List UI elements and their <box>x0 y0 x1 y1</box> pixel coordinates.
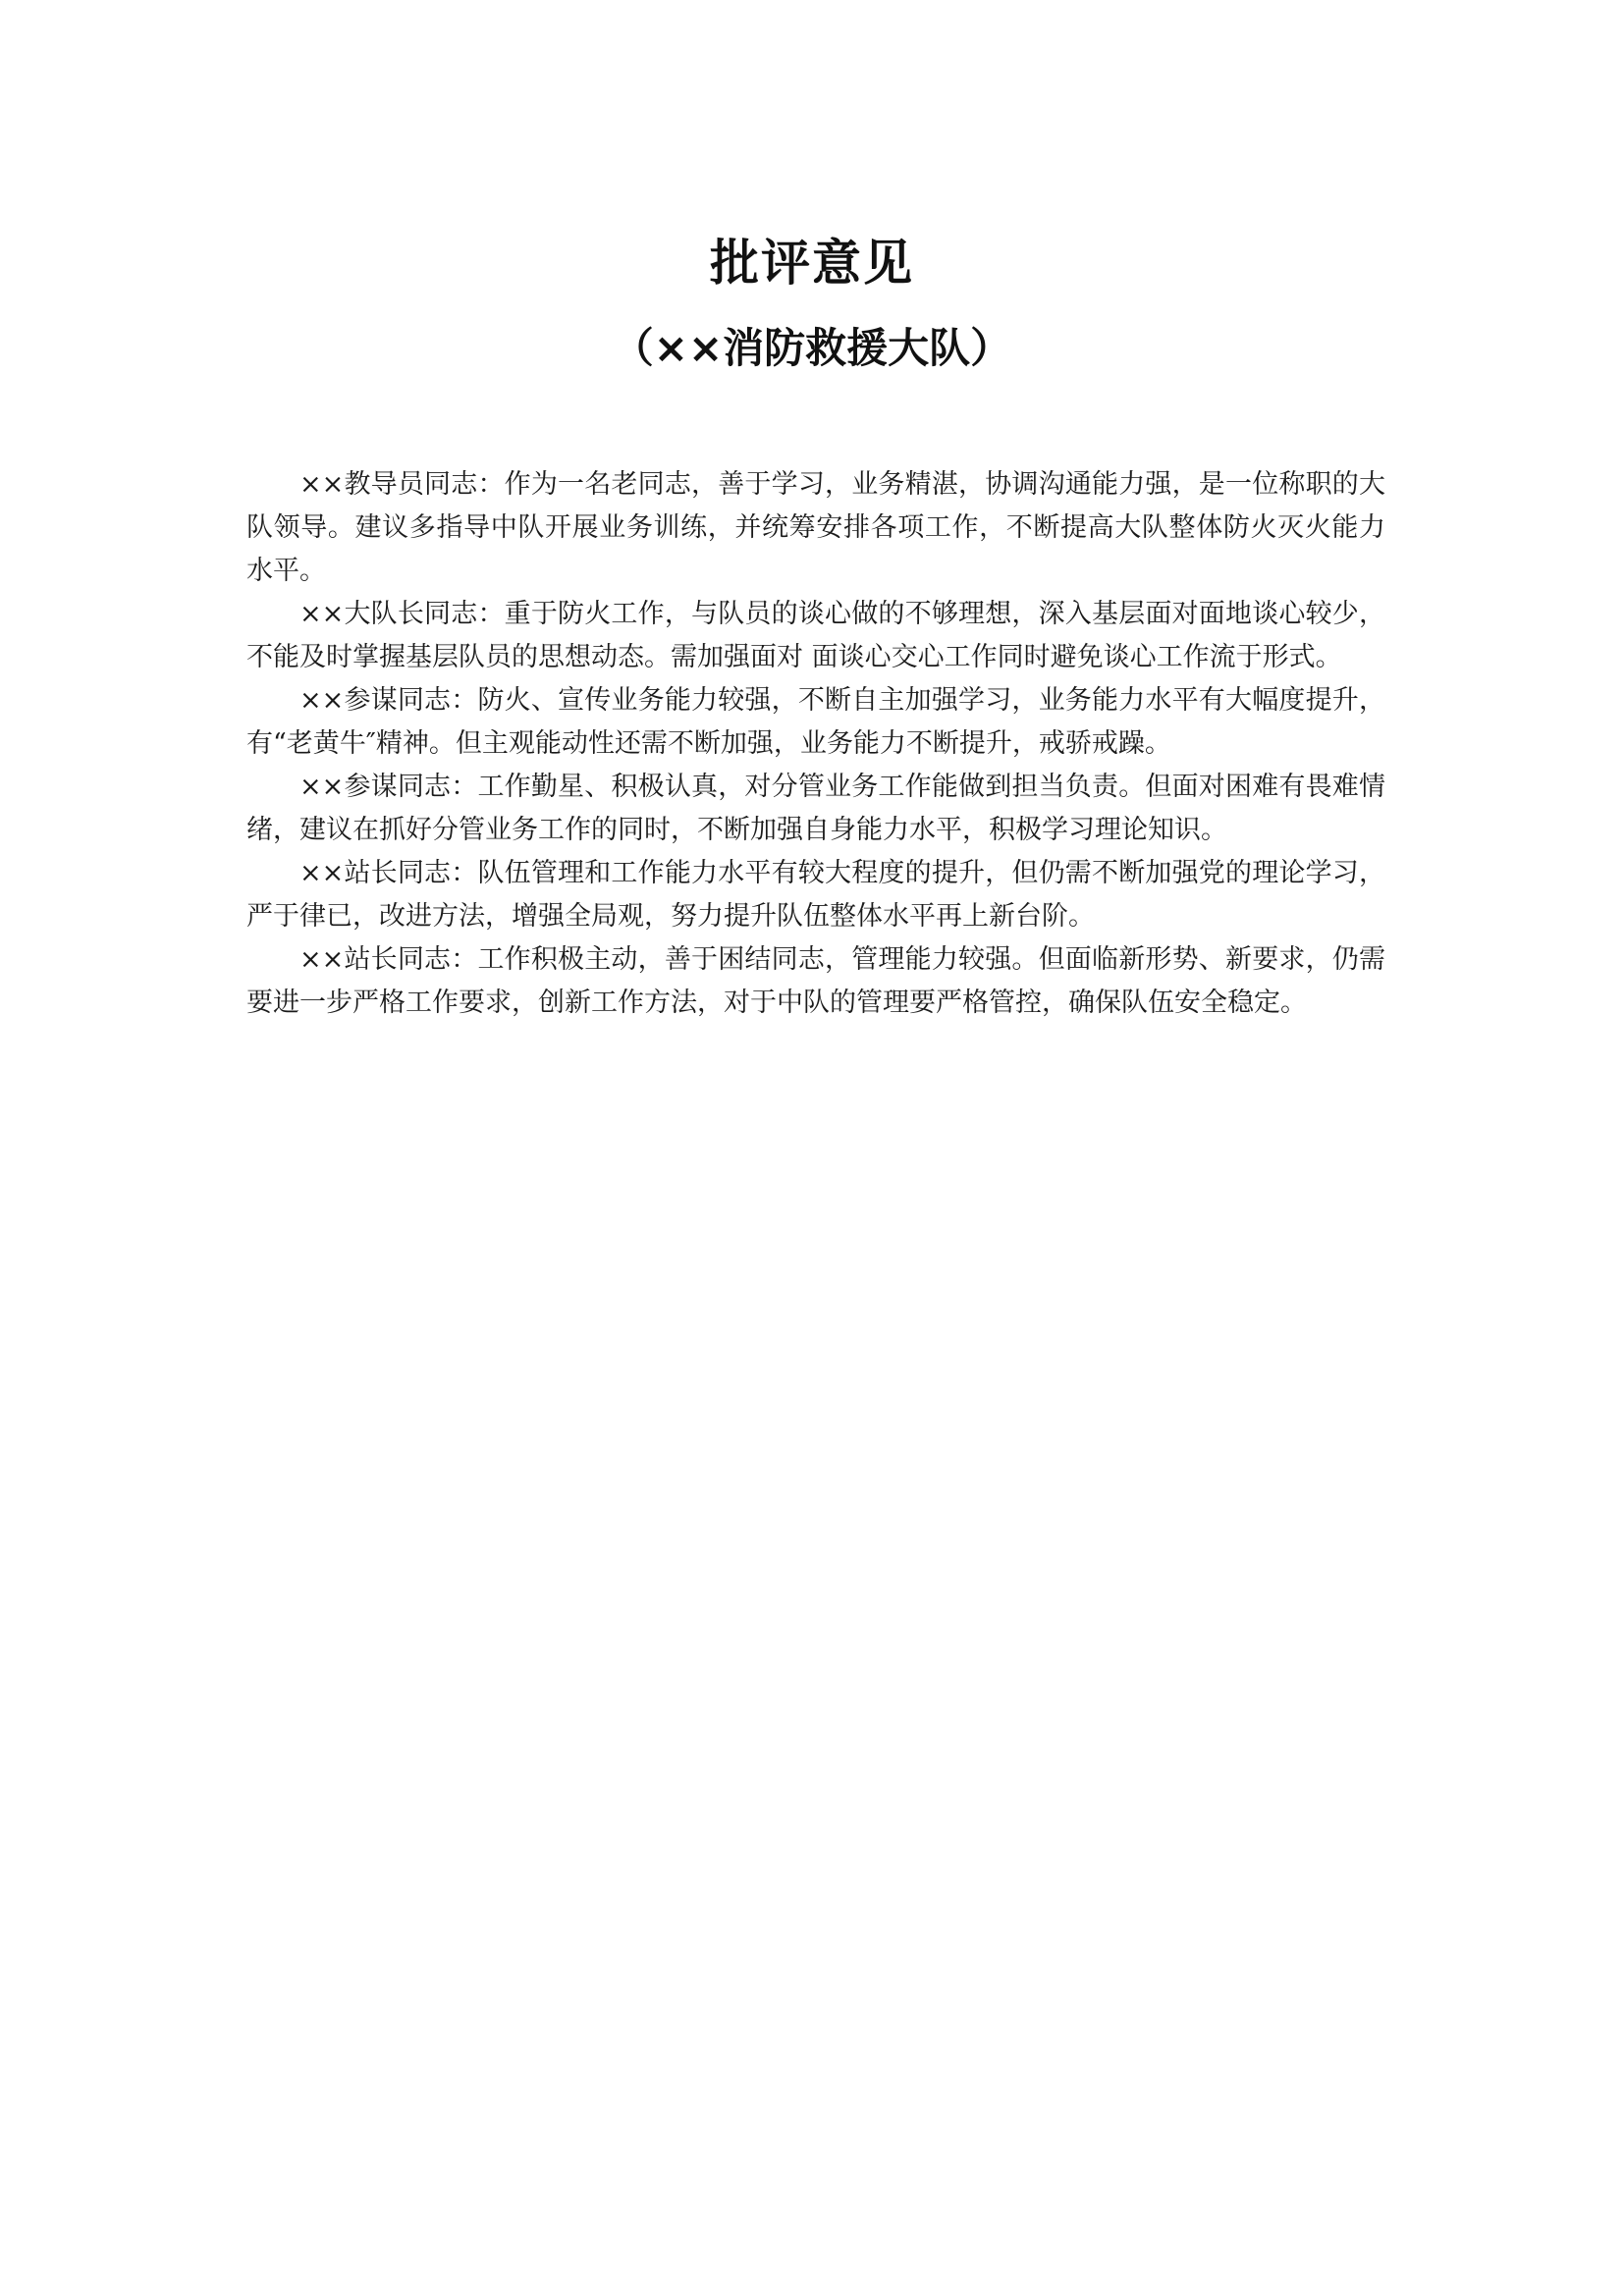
paragraph-instructor: ××教导员同志：作为一名老同志，善于学习，业务精湛，协调沟通能力强，是一位称职的大队领导。建议多指导中队开展业务训练，并统筹安排各项工作，不断提高大队整体防火灭火能力水平。 <box>246 469 1385 586</box>
paragraph-station-chief-2: ××站长同志：工作积极主动，善于困结同志，管理能力较强。但面临新形势、新要求，仍需要进一步严格工作要求，创新工作方法，对于中队的管理要严格管控，确保队伍安全稳定。 <box>246 944 1385 1018</box>
paragraph-staff-officer-1: ××参谋同志：防火、宣传业务能力较强，不断自主加强学习，业务能力水平有大幅度提升，有“老黄牛″精神。但主观能动性还需不断加强，业务能力不断提升，戒骄戒躁。 <box>246 685 1385 759</box>
paragraph-brigade-commander: ××大队长同志：重于防火工作，与队员的谈心做的不够理想，深入基层面对面地谈心较少，不能及时掌握基层队员的思想动态。需加强面对 面谈心交心工作同时避免谈心工作流于形式。 <box>246 599 1385 672</box>
document-body <box>246 463 1385 1025</box>
document-subtitle: （××消防救援大队） <box>612 324 1012 372</box>
document-title: 批评意见 <box>710 235 914 292</box>
paragraph-staff-officer-2: ××参谋同志：工作勤星、积极认真，对分管业务工作能做到担当负责。但面对困难有畏难情绪，建议在抓好分管业务工作的同时，不断加强自身能力水平，积极学习理论知识。 <box>246 772 1385 845</box>
paragraph-station-chief-1: ××站长同志：队伍管理和工作能力水平有较大程度的提升，但仍需不断加强党的理论学习，严于律已，改进方法，增强全局观，努力提升队伍整体水平再上新台阶。 <box>246 858 1385 932</box>
